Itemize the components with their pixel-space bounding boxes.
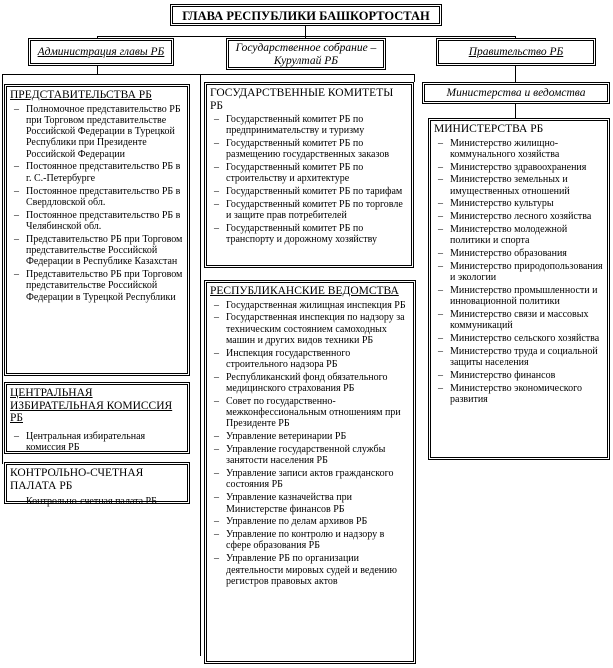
agencies-title: РЕСПУБЛИКАНСКИЕ ВЕДОМСТВА [210,285,399,297]
ministries-list [434,138,604,406]
list-item: – Министерство лесного хозяйства [434,211,604,222]
ministries-title: МИНИСТЕРСТВА РБ [434,123,544,135]
representations-title: ПРЕДСТАВИТЕЛЬСТВА РБ [10,89,152,101]
list-item: – Министерство связи и массовых коммуникаций [434,309,604,332]
head-of-republic-box [170,4,442,26]
list-item: – Министерство природопользования и экологии [434,261,604,284]
election-title: ЦЕНТРАЛЬНАЯ ИЗБИРАТЕЛЬНАЯ КОМИССИЯ РБ [10,387,173,424]
ministries-agencies-label: Министерства и ведомства [446,87,586,99]
election-box [4,382,190,454]
list-item: – Государственная жилищная инспекция РБ [210,300,410,311]
list-item: – Государственный комитет РБ по строительству и архитектуре [210,162,408,185]
ministries-agencies-box [422,82,610,104]
list-item: – Полномочное представительство РБ при Торговом представительстве Российской Федерации в Турецкой Республики при Президенте Российской Федерации [10,104,184,160]
assembly-box [226,38,386,70]
list-item: – Министерство земельных и имущественных отношений [434,174,604,197]
list-item: – Министерство промышленности и инновационной политики [434,285,604,308]
connector [414,74,415,82]
list-item: – Министерство молодежной политики и спорта [434,224,604,247]
connector [97,66,98,74]
agencies-list [210,300,410,588]
committees-list [210,114,408,246]
audit-list [10,496,184,507]
list-item: – Государственный комитет РБ по торговле и защите прав потребителей [210,199,408,222]
admin-box [28,38,174,66]
list-item: – Представительство РБ при Торговом представительстве Российской Федерации в Турецкой Республики [10,269,184,303]
list-item: – Государственный комитет РБ по тарифам [210,186,408,197]
list-item: – Государственный комитет РБ по предпринимательству и туризму [210,114,408,137]
audit-title: КОНТРОЛЬНО-СЧЕТНАЯ ПАЛАТА РБ [10,467,144,492]
head-title: ГЛАВА РЕСПУБЛИКИ БАШКОРТОСТАН [182,9,430,23]
list-item: – Государственная инспекция по надзору за техническим состоянием самоходных машин и других видов техники РБ [210,312,410,346]
list-item: – Республиканский фонд обязательного медицинского страхования РБ [210,372,410,395]
list-item: – Министерство экономического развития [434,383,604,406]
list-item: – Представительство РБ при Торговом представительстве Российской Федерации в Республике Казахстан [10,234,184,268]
list-item: – Постоянное представительство РБ в г. С.-Петербурге [10,161,184,184]
committees-title: ГОСУДАРСТВЕННЫЕ КОМИТЕТЫ РБ [210,87,394,112]
list-item: – Инспекция государственного строительного надзора РБ [210,348,410,371]
government-box [436,38,596,66]
list-item: – Государственный комитет РБ по транспорту и дорожному хозяйству [210,223,408,246]
list-item: – Управление государственной службы занятости населения РБ [210,444,410,467]
representations-box [4,84,190,376]
ministries-box [428,118,610,460]
audit-box [4,462,190,507]
list-item: – Постоянное представительство РБ в Челябинской обл. [10,210,184,233]
list-item: – Министерство образования [434,248,604,259]
connector [2,74,3,464]
list-item: – Контрольно-счетная палата РБ [10,496,184,507]
government-label: Правительство РБ [468,46,564,58]
committees-box [204,82,414,268]
list-item: – Совет по государственно-межконфессиональным отношениям при Президенте РБ [210,396,410,430]
list-item: – Государственный комитет РБ по размещению государственных заказов [210,138,408,161]
list-item: – Постоянное представительство РБ в Свердловской обл. [10,186,184,209]
list-item: – Министерство жилищно-коммунального хозяйства [434,138,604,161]
connector [97,36,515,37]
list-item: – Министерство сельского хозяйства [434,333,604,344]
list-item: – Управление по контролю и надзору в сфере образования РБ [210,529,410,552]
connector [515,102,516,118]
list-item: – Министерство труда и социальной защиты населения [434,346,604,369]
list-item: – Управление казначейства при Министерстве финансов РБ [210,492,410,515]
list-item: – Министерство финансов [434,370,604,381]
representations-list [10,104,184,304]
agencies-box [204,280,416,664]
assembly-label: Государственное собрание – Курултай РБ [235,42,377,67]
connector [200,74,201,656]
connector [515,66,516,82]
list-item: – Управление РБ по организации деятельности мировых судей и ведению регистров правовых актов [210,553,410,587]
list-item: – Управление по делам архивов РБ [210,516,410,527]
connector [2,74,414,75]
list-item: – Управление ветеринарии РБ [210,431,410,442]
list-item: – Министерство культуры [434,198,604,209]
admin-label: Администрация главы РБ [37,46,165,58]
election-list [10,431,184,454]
list-item: – Центральная избирательная комиссия РБ [10,431,184,454]
list-item: – Министерство здравоохранения [434,162,604,173]
list-item: – Управление записи актов гражданского состояния РБ [210,468,410,491]
